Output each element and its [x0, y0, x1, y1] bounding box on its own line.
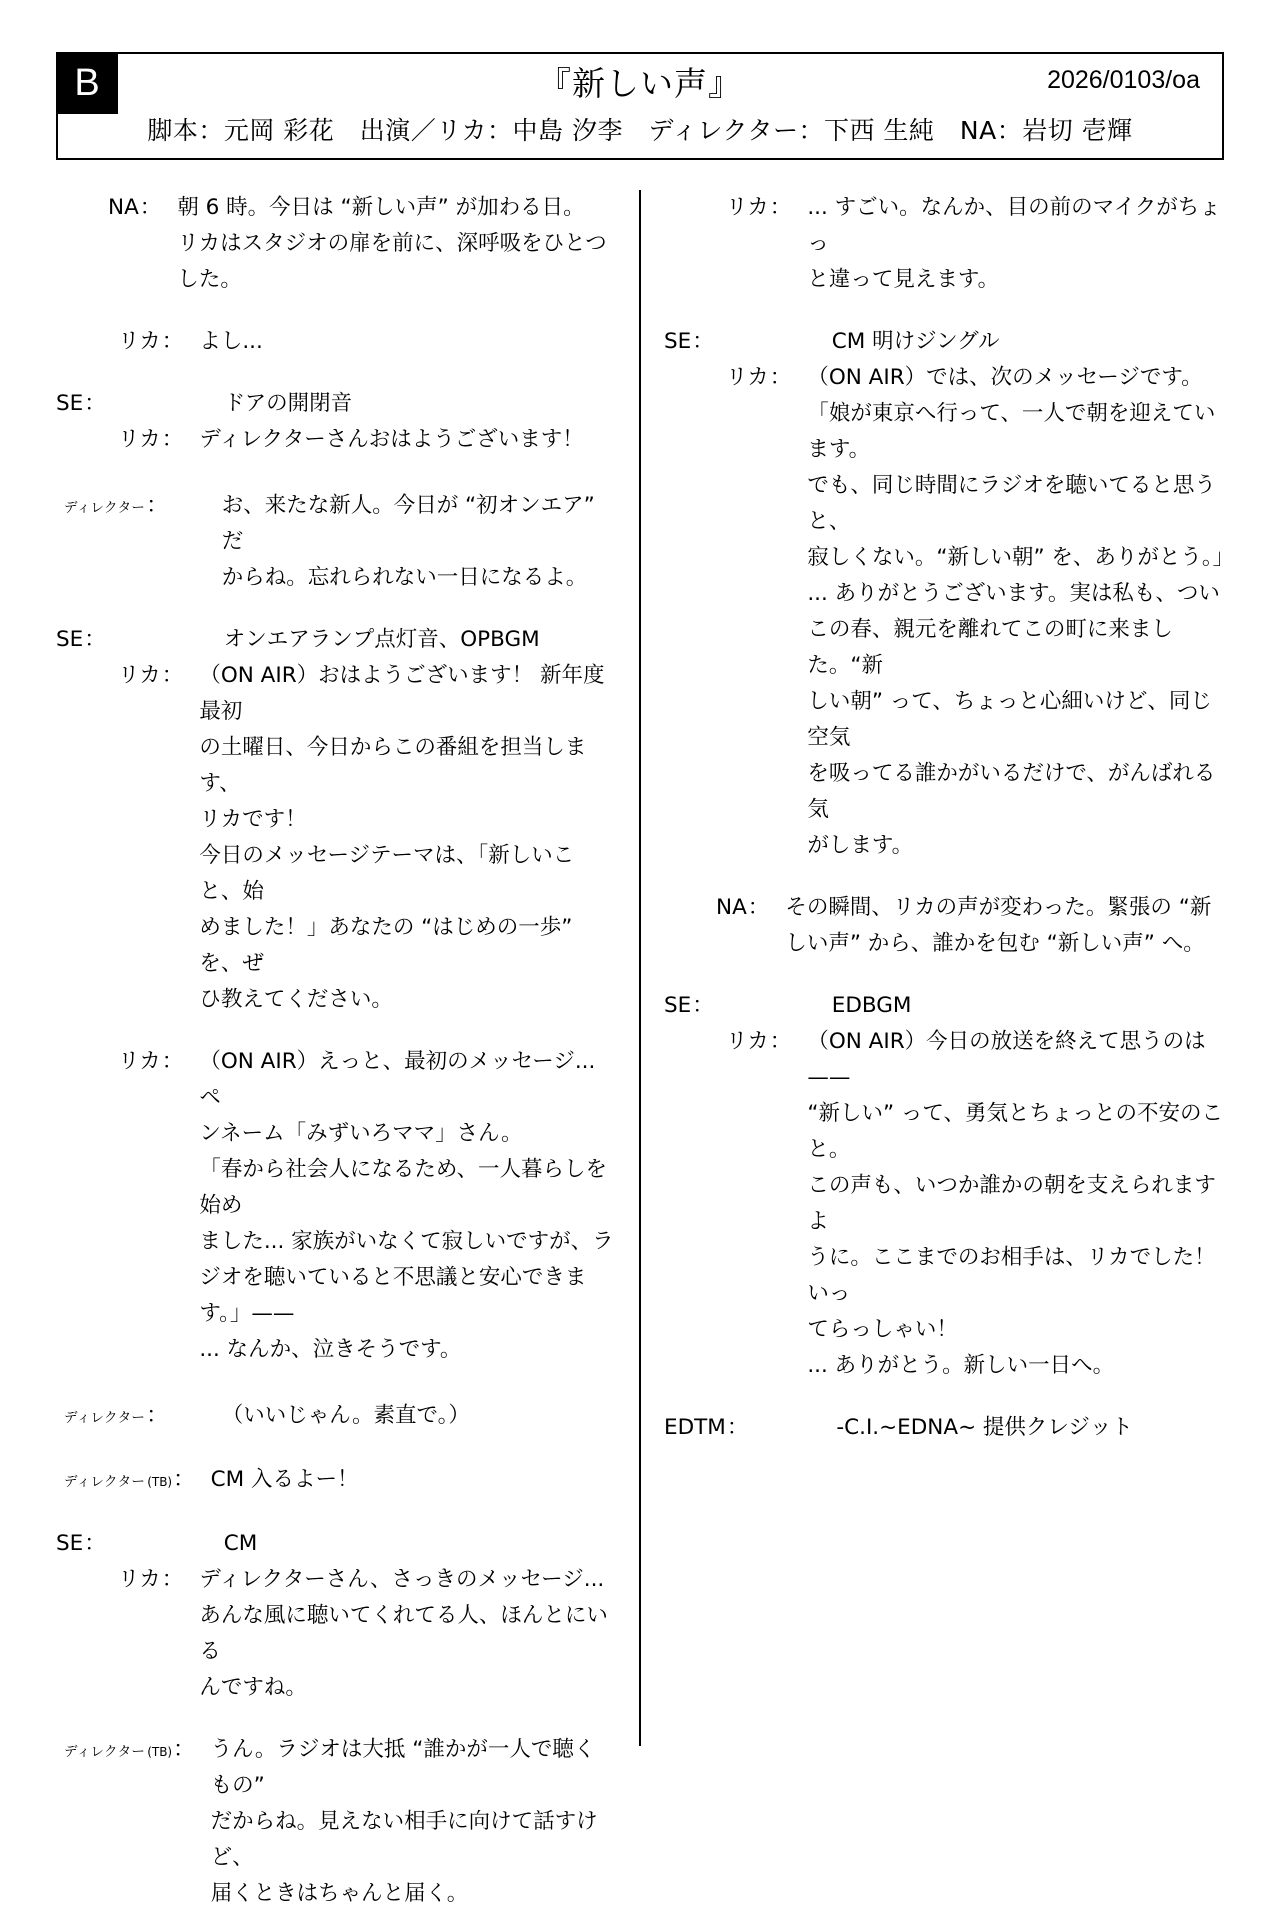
cue-line: よし... — [199, 329, 263, 354]
cue-line: ディレクターさんおはようございます！ — [199, 427, 584, 452]
left-column — [56, 190, 616, 1912]
cue-line: 朝 6 時。今日は “新しい声” が加わる日。 — [177, 195, 585, 220]
cue-row — [56, 1462, 616, 1500]
cue-text — [224, 622, 616, 658]
cue-line: お、来たな新人。今日が “初オンエア” だ — [221, 493, 595, 554]
cue-text — [807, 190, 1224, 298]
cue-line: ディレクターさん、さっきのメッセージ... — [199, 1567, 605, 1592]
cue-row — [664, 1024, 1224, 1384]
cue-line: リカはスタジオの扉を前に、深呼吸をひとつ — [177, 231, 607, 256]
script-columns — [56, 190, 1235, 1906]
speaker-label — [64, 1732, 197, 1770]
cue-text — [224, 386, 616, 422]
cue-line: ました... 家族がいなくて寂しいですが、ラ — [199, 1229, 614, 1254]
cue-text — [211, 1732, 616, 1912]
cue-line: ドアの開閉音 — [223, 391, 353, 416]
cue-line: からね。忘れられない一日になるよ。 — [221, 565, 588, 590]
cue-text — [199, 422, 616, 458]
staff-credits: 脚本：元岡 彩花 出演／リカ：中島 汐李 ディレクター：下西 生純 NA：岩切 壱輝 — [147, 116, 1133, 145]
cue-line: の土曜日、今日からこの番組を担当します、 — [199, 735, 587, 796]
document-header — [56, 52, 1224, 160]
speaker-name: ディレクター — [64, 1474, 146, 1490]
cue-line: 「娘が東京へ行って、一人で朝を迎えています。 — [807, 401, 1216, 462]
cue-line: うん。ラジオは大抵 “誰かが一人で聴くもの” — [210, 1737, 596, 1798]
script-cue — [56, 658, 616, 1018]
cue-text — [836, 1410, 1224, 1446]
cue-line: ジオを聴いていると不思議と安心できま — [199, 1265, 587, 1290]
cue-text — [177, 190, 616, 298]
cue-line: ひ教えてください。 — [199, 987, 393, 1012]
program-title: 『新しい声』 — [538, 64, 742, 103]
speaker-label — [56, 1526, 108, 1562]
speaker-name: NA — [108, 195, 139, 220]
script-cue — [56, 422, 616, 458]
cue-line: この声も、いつか誰かの朝を支えられますよ — [807, 1173, 1216, 1234]
cue-text — [832, 988, 1224, 1024]
speaker-label — [664, 988, 716, 1024]
cue-row — [664, 988, 1224, 1024]
speaker-label — [716, 890, 771, 926]
speaker-name: SE — [56, 627, 84, 652]
speaker-colon: ： — [161, 329, 184, 354]
cue-line: 寂しくない。“新しい朝” を、ありがとう。」 — [807, 545, 1235, 570]
cue-text — [222, 1398, 616, 1434]
cue-line: ... すごい。なんか、目の前のマイクがちょっ — [807, 195, 1221, 256]
speaker-label — [664, 324, 716, 360]
speaker-label — [118, 324, 185, 360]
script-cue — [664, 360, 1235, 864]
cue-row — [56, 1732, 616, 1912]
speaker-name: SE — [664, 993, 692, 1018]
speaker-label — [726, 360, 793, 396]
cue-row — [664, 190, 1224, 298]
cue-text — [785, 890, 1224, 962]
cue-line: ンネーム「みずいろママ」さん。 — [199, 1121, 523, 1146]
script-cue — [56, 622, 616, 658]
column-divider — [639, 190, 641, 1746]
script-cue — [56, 1562, 616, 1706]
cue-line: CM 明けジングル — [831, 329, 1000, 354]
speaker-colon: ： — [146, 1403, 168, 1428]
cue-line: うに。ここまでのお相手は、リカでした！ いっ — [807, 1245, 1216, 1306]
cue-row — [664, 360, 1235, 864]
cue-line: （いいじゃん。素直で。） — [221, 1403, 470, 1428]
speaker-name: ディレクター — [64, 1410, 146, 1426]
speaker-name: リカ — [118, 427, 161, 452]
speaker-colon: ： — [769, 1029, 792, 1054]
speaker-name: SE — [664, 329, 692, 354]
speaker-name: リカ — [118, 1567, 161, 1592]
cue-text — [807, 360, 1235, 864]
cue-line: 届くときはちゃんと届く。 — [210, 1881, 469, 1906]
speaker-label — [726, 190, 793, 226]
speaker-label — [118, 1562, 185, 1598]
speaker-colon: ： — [747, 895, 770, 920]
speaker-name: ディレクター — [64, 500, 146, 516]
speaker-colon: ： — [726, 1415, 749, 1440]
speaker-label — [56, 386, 108, 422]
cue-line: あんな風に聴いてくれてる人、ほんとにいる — [199, 1603, 608, 1664]
speaker-name: EDTM — [664, 1415, 726, 1440]
speaker-colon: ： — [161, 427, 184, 452]
speaker-label — [118, 422, 185, 458]
script-cue — [56, 190, 616, 298]
cue-line: オンエアランプ点灯音、OPBGM — [223, 627, 540, 652]
cue-line: 「春から社会人になるため、一人暮らしを始め — [199, 1157, 607, 1218]
speaker-colon: ： — [173, 1737, 195, 1762]
speaker-name: SE — [56, 391, 84, 416]
speaker-name: リカ — [726, 195, 769, 220]
cue-row — [56, 1526, 616, 1562]
cue-row — [56, 622, 616, 658]
speaker-colon: ： — [139, 195, 162, 220]
cue-line: しい声” から、誰かを包む “新しい声” へ。 — [785, 931, 1205, 956]
cue-row — [56, 1398, 616, 1436]
speaker-tb-marker: (TB) — [147, 1745, 173, 1759]
speaker-colon: ： — [173, 1467, 195, 1492]
cue-row — [56, 324, 616, 360]
speaker-name: リカ — [118, 663, 161, 688]
script-cue — [664, 988, 1224, 1024]
speaker-tb-marker: (TB) — [147, 1475, 173, 1489]
speaker-colon: ： — [769, 195, 792, 220]
cue-line: “新しい” って、勇気とちょっとの不安のこと。 — [807, 1101, 1223, 1162]
speaker-name: リカ — [726, 365, 769, 390]
cue-row — [56, 386, 616, 422]
cue-line: めました！」あなたの “はじめの一歩” を、ぜ — [199, 915, 573, 976]
speaker-label — [64, 488, 170, 526]
speaker-colon: ： — [84, 627, 106, 652]
cue-line: でも、同じ時間にラジオを聴いてると思うと、 — [807, 473, 1216, 534]
cue-row — [56, 422, 616, 458]
speaker-colon: ： — [769, 365, 792, 390]
cue-text — [199, 658, 616, 1018]
cue-row — [664, 890, 1224, 962]
cue-row — [56, 1562, 616, 1706]
cue-row — [56, 658, 616, 1018]
cue-line: （ON AIR）おはようございます！ 新年度最初 — [199, 663, 605, 724]
cue-line: 今日のメッセージテーマは、「新しいこと、始 — [199, 843, 575, 904]
cue-line: だからね。見えない相手に向けて話すけど、 — [210, 1809, 598, 1870]
script-cue — [664, 190, 1224, 298]
speaker-label — [118, 1044, 185, 1080]
cue-line: した。 — [177, 267, 242, 292]
cue-text — [222, 488, 616, 596]
cue-text — [199, 1044, 616, 1368]
cue-line: （ON AIR）えっと、最初のメッセージ... ペ — [199, 1049, 596, 1110]
cue-text — [199, 324, 616, 360]
cue-text — [832, 324, 1224, 360]
cue-line: と違って見えます。 — [807, 267, 1000, 292]
speaker-name: ディレクター — [64, 1744, 146, 1760]
script-cue — [56, 324, 616, 360]
cue-text — [224, 1526, 616, 1562]
speaker-label — [64, 1398, 170, 1436]
speaker-name: リカ — [118, 1049, 161, 1074]
right-column — [664, 190, 1235, 1446]
speaker-colon: ： — [692, 329, 714, 354]
script-cue — [664, 324, 1224, 360]
speaker-label — [118, 658, 185, 694]
script-cue — [664, 1410, 1224, 1446]
speaker-label — [56, 622, 108, 658]
speaker-colon: ： — [146, 493, 168, 518]
script-cue — [56, 488, 616, 596]
cue-line: しい朝” って、ちょっと心細いけど、同じ空気 — [807, 689, 1212, 750]
cue-text — [807, 1024, 1224, 1384]
speaker-colon: ： — [161, 1567, 184, 1592]
speaker-colon: ： — [84, 1531, 106, 1556]
cue-line: その瞬間、リカの声が変わった。緊張の “新 — [785, 895, 1212, 920]
cue-line: EDBGM — [831, 993, 912, 1018]
cue-line: んですね。 — [199, 1675, 307, 1700]
speaker-label — [664, 1410, 750, 1446]
cue-text — [211, 1462, 616, 1498]
script-cue — [664, 890, 1224, 962]
script-cue — [56, 1398, 616, 1436]
speaker-name: リカ — [726, 1029, 769, 1054]
script-cue — [664, 1024, 1224, 1384]
program-badge: B — [56, 52, 118, 114]
cue-text — [199, 1562, 616, 1706]
speaker-colon: ： — [692, 993, 714, 1018]
cue-line: CM 入るよー！ — [210, 1467, 359, 1492]
broadcast-date: 2026/0103/oa — [1047, 66, 1200, 94]
cue-line: （ON AIR）今日の放送を終えて思うのは—— — [807, 1029, 1206, 1090]
cue-line: ... ありがとうございます。実は私も、つい — [807, 581, 1220, 606]
script-cue — [56, 386, 616, 422]
script-cue — [56, 1044, 616, 1368]
cue-row — [56, 1044, 616, 1368]
cue-row — [56, 488, 616, 596]
speaker-label — [726, 1024, 793, 1060]
speaker-colon: ： — [84, 391, 106, 416]
script-cue — [56, 1526, 616, 1562]
speaker-name: SE — [56, 1531, 84, 1556]
speaker-name: リカ — [118, 329, 161, 354]
cue-line: す。」—— — [199, 1301, 295, 1326]
cue-line: てらっしゃい！ — [807, 1317, 958, 1342]
cue-line: ... ありがとう。新しい一日へ。 — [807, 1353, 1115, 1378]
speaker-name: NA — [716, 895, 747, 920]
cue-line: （ON AIR）では、次のメッセージです。 — [807, 365, 1203, 390]
script-cue — [56, 1462, 616, 1500]
cue-row — [664, 324, 1224, 360]
cue-line: CM — [223, 1531, 258, 1556]
cue-line: リカです！ — [199, 807, 307, 832]
cue-line: -C.I.~EDNA~ 提供クレジット — [836, 1415, 1133, 1440]
speaker-label — [108, 190, 163, 226]
speaker-colon: ： — [161, 1049, 184, 1074]
cue-row — [664, 1410, 1224, 1446]
cue-row — [56, 190, 616, 298]
script-cue — [56, 1732, 616, 1912]
cue-line: を吸ってる誰かがいるだけで、がんばれる気 — [807, 761, 1216, 822]
speaker-colon: ： — [161, 663, 184, 688]
cue-line: ... なんか、泣きそうです。 — [199, 1337, 462, 1362]
speaker-label — [64, 1462, 197, 1500]
cue-line: がします。 — [807, 833, 914, 858]
cue-line: この春、親元を離れてこの町に来ました。“新 — [807, 617, 1173, 678]
